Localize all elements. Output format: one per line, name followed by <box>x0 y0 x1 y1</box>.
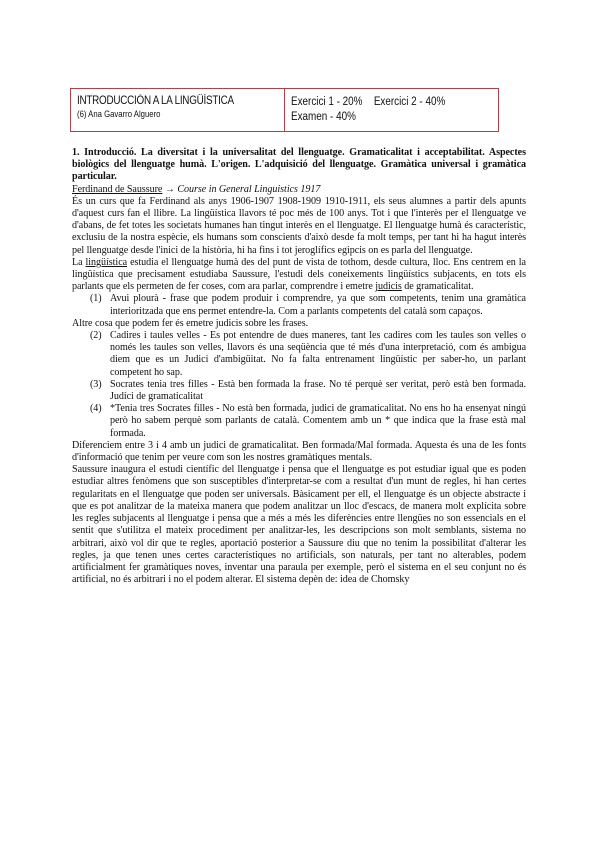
section-heading: 1. Introducció. La diversitat i la universalitat del llenguatge. Gramaticalitat i acceptabilitat. Aspectes biològics del llenguatge humà. L'origen. L'adquisició del llenguatge. Gramàtica universal i gramàtica particular. <box>72 147 526 183</box>
paragraph-linguistics <box>72 257 526 294</box>
example-4 <box>90 403 526 440</box>
reference-line <box>72 184 526 196</box>
paragraph-saussure: Saussure inaugura el estudi científic del llenguatge i pensa que el llenguatge es pot estudiar igual que es poden estudiar altres fenòmens que son susceptibles d'interpretar-se com a resultat d'un munt de regles, hi han certes regularitats en el llenguatge que poden ser universals. Bàsicament per ell, el llenguatge és un objecte abstracte i que es pot analitzar de la mateixa manera que podem analitzar un lloc d'escacs, de manera molt explícita sobre les regles subjacents al llenguatge i pensa que a més a més les diferències entre llengües no son essencials en el sentit que s'utilitza el mateix procediment per analitzar-les, les descripcions son molt semblants, sistema no arbitrari, això vol dir que te regles, aportació posterior a Saussure diu que no tenim la possibilitat d'alterar les regles, ja que tenen unes certes característiques no artificials, son naturals, per tant no alterables, podem artificialment fer gramàtiques noves, inventar una paraula per exemple, però el sistema en el seu conjunt no és artificial, no és arbitrari i no el podem alterar. El sistema depèn de: idea de Chomsky <box>72 464 526 586</box>
p2-start: La <box>72 256 86 268</box>
exercise1-weight: Exercici 1 - 20% <box>291 96 363 108</box>
arrow-icon: → <box>164 183 175 195</box>
example-number: (1) <box>90 293 102 305</box>
example-text: Cadires i taules velles - Es pot entendre de dues maneres, tant les cadires com les taules son velles o només les taules son velles, llavors és una seqüència que té més d'una interpretació, com és ambigua diem que es un Judici d'ambigüitat. No fa falta entrenament lingüístic per saber-ho, un parlant competent ho sap. <box>110 330 526 378</box>
example-text: Avui plourà - frase que podem produir i comprendre, ya que som competents, tenim una gramàtica interioritzada que ens permet entendre-la. Com a parlants competents del català som capaços. <box>110 293 526 317</box>
course-title: INTRODUCCIÓN A LA LINGÜÍSTICA <box>77 95 234 107</box>
exercise-weights <box>291 95 464 110</box>
term-judicis: judicis <box>375 281 402 293</box>
example-text: *Tenia tres Socrates filles - No està ben formada, judici de gramaticalitat. No ens ho ha ensenyat ningú però ho sabem perquè som parlants de català. Comentem amb un * que indica que la frase està mal formada. <box>110 403 526 439</box>
example-2 <box>90 330 526 379</box>
exercise2-weight: Exercici 2 - 40% <box>373 96 446 108</box>
exam-weight: Examen - 40% <box>291 111 356 123</box>
example-number: (3) <box>90 378 102 390</box>
paragraph-intro: És un curs que fa Ferdinand als anys 1906-1907 1908-1909 1910-1911, els seus alumnes a partir dels apunts d'aquest curs fan el llibre. La lingüística llavors té poc més de 100 anys. Tot i que l'interès per el llenguatge ve d'abans, de fet totes les societats humanes han tingut interès en el llenguatge. El llenguatge humà és característic, exclusiu de la nostra espècie, els humans som conscients d'això desde fa molt temps, per tant hi ha hagut interès pel llenguatge desde l'inici de la història, hi ha fins i tot jeroglífics egipcis on es parla del llenguatge. <box>72 195 526 256</box>
course-info-cell <box>71 89 285 131</box>
evaluation-cell <box>285 89 498 131</box>
example-number: (2) <box>90 330 102 342</box>
example-3 <box>90 379 526 403</box>
paragraph-difference: Diferenciem entre 3 i 4 amb un judici de gramaticalitat. Ben formada/Mal formada. Aquesta és una de les fonts d'informació que tenim per veure com son les nostres gramàtiques mentals. <box>72 439 526 464</box>
p2-end: de gramaticalitat. <box>401 281 474 293</box>
p2-middle: estudia el llenguatge humà des del punt de vista de tothom, desde cultura, lloc. Ens centrem en la lingüística que precisament estudiaba Saussure, l'estudi dels coneixements lingüístics subjacents, en tots els parlants que els permeten de fer coses, com ara parlar, comprendre i emetre <box>72 256 526 293</box>
term-linguistica: lingüística <box>85 256 128 268</box>
course-author: (6) Ana Gavarro Alguero <box>77 109 161 119</box>
reference-work: Course in General Linguistics 1917 <box>177 183 321 195</box>
example-number: (4) <box>90 403 102 415</box>
example-1 <box>90 293 526 317</box>
course-header-table <box>70 88 499 132</box>
document-body <box>72 147 526 586</box>
example-text: Socrates tenia tres filles - Està ben formada la frase. No té perquè ser veritat, però està ben formada. Judici de gramaticalitat <box>110 378 526 403</box>
reference-author: Ferdinand de Saussure <box>72 183 163 195</box>
paragraph-judgements: Altre cosa que podem fer és emetre judicis sobre les frases. <box>72 317 309 329</box>
